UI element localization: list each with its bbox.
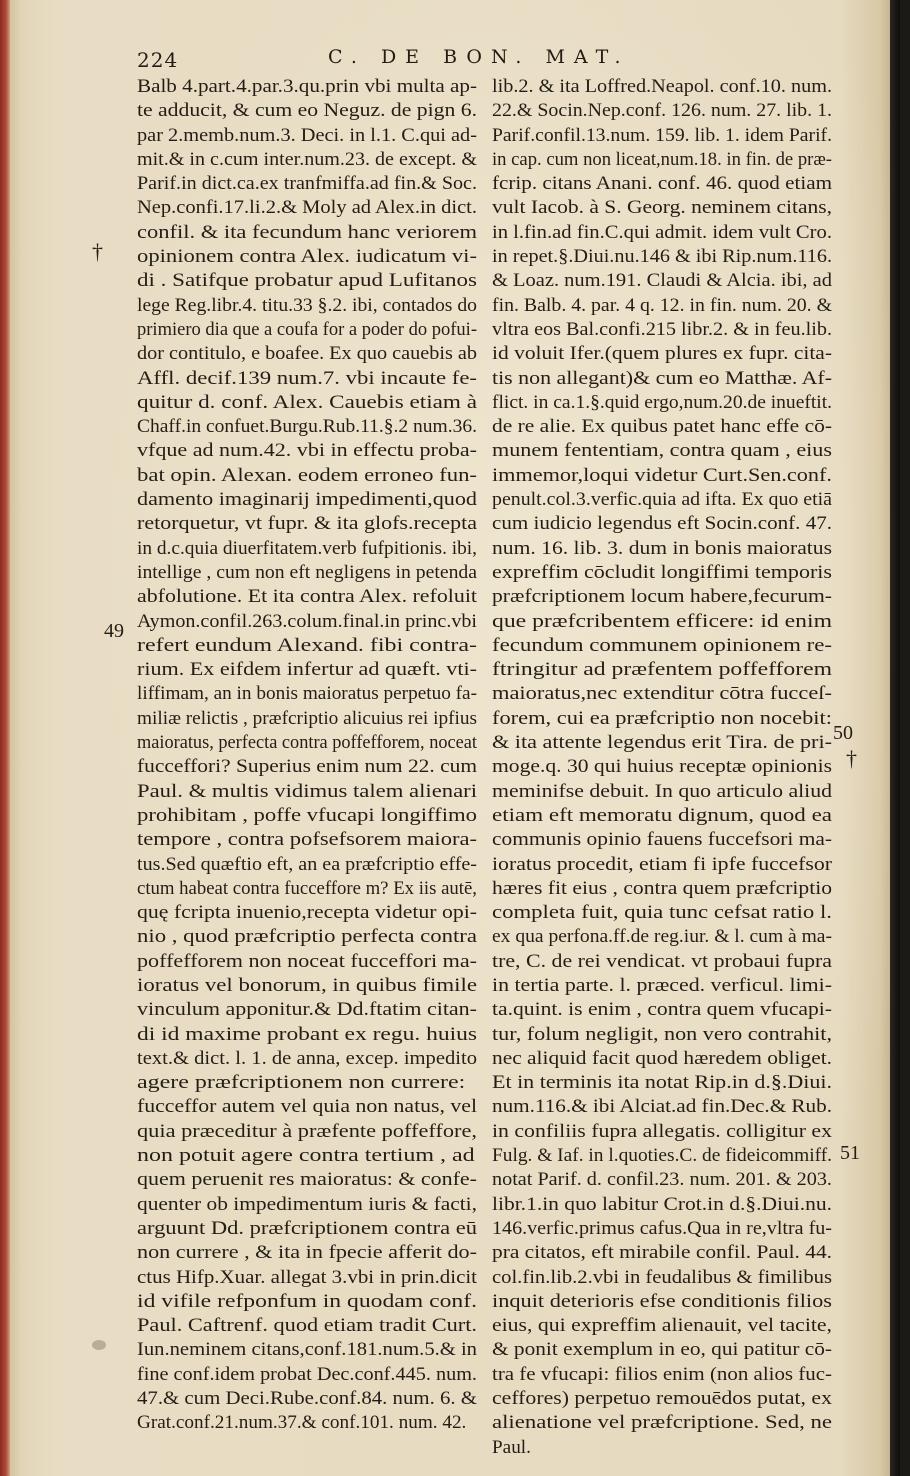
right-column-line: & Loaz. num.191. Claudi & Alcia. ibi, ad	[492, 270, 832, 292]
right-column-line: ftringitur ad præfentem poffefforem	[492, 659, 832, 681]
left-column-line: Paul. Caftrenf. quod etiam tradit Curt.	[137, 1315, 477, 1337]
right-column-line: notat Parif. d. confil.23. num. 201. & 203.	[492, 1169, 832, 1191]
left-column-line: intellige , cum non eft negligens in petenda	[137, 561, 477, 583]
left-column-line: Parif.in dict.ca.ex tranfmiffa.ad fin.& Soc.	[137, 173, 477, 195]
page-edge-right	[890, 0, 900, 1476]
right-column-line: ex qua perfona.ff.de reg.iur. & l. cum à ma-	[492, 926, 832, 948]
left-column-line: dor contitulo, e boafee. Ex quo cauebis ab	[137, 343, 477, 365]
right-column-line: flict. in ca.1.§.quid ergo,num.20.de inueftit.	[492, 391, 832, 413]
right-text-column	[492, 75, 832, 1460]
margin-dagger-right: †	[846, 746, 857, 771]
right-column-line: meminifse debuit. In quo articulo aliud	[492, 780, 832, 802]
left-column-line: bat opin. Alexan. eodem erroneo fun-	[137, 464, 477, 486]
left-column-line: refert eundum Alexand. fibi contra-	[137, 634, 477, 656]
right-column-line: alienatione vel præfcriptione. Sed, ne	[492, 1412, 832, 1434]
right-column-line: fecundum communem opinionem re-	[492, 634, 832, 656]
right-column-line: vltra eos Bal.confi.215 libr.2. & in feu.lib.	[492, 318, 832, 340]
right-column-line: ioratus procedit, etiam fi ipfe fuccefsor	[492, 853, 832, 875]
left-column-line: quitur d. conf. Alex. Cauebis etiam à	[137, 391, 477, 413]
left-column-line: ctus Hifp.Xuar. allegat 3.vbi in prin.dicit	[137, 1266, 477, 1288]
left-column-line: fucceffori? Superius enim num 22. cum	[137, 756, 477, 778]
right-column-line: tra fe vfucapi: filios enim (non alios fuc-	[492, 1363, 832, 1385]
left-column-line: agere præfcriptionem non currere:	[137, 1072, 466, 1094]
left-column-line: di . Satifque probatur apud Lufitanos	[137, 270, 477, 292]
left-column-line: fine conf.idem probat Dec.conf.445. num.	[137, 1363, 477, 1385]
left-column-line: arguunt Dd. præfcriptionem contra eū	[137, 1217, 477, 1239]
left-text-column	[137, 75, 477, 1436]
left-column-line: 47.& cum Deci.Rube.conf.84. num. 6. &	[137, 1388, 477, 1410]
left-column-line: maioratus, perfecta contra poffefforem, noceat	[137, 732, 477, 754]
left-column-line: damento imaginarij impedimenti,quod	[137, 489, 477, 511]
left-column-line: te adducit, & cum eo Neguz. de pign 6.	[137, 100, 477, 122]
right-column-line: tur, folum negligit, non vero contrahit,	[492, 1023, 832, 1045]
right-column-line: 146.verfic.primus cafus.Qua in re,vltra fu-	[492, 1217, 832, 1239]
right-column-line: ta.quint. is enim , contra quem vfucapi-	[492, 999, 832, 1021]
margin-dagger-left: †	[92, 239, 103, 264]
left-column-line: rium. Ex eifdem infertur ad quæft. vti-	[137, 659, 477, 681]
page-number: 224	[137, 48, 179, 72]
right-column-line: in tertia parte. l. præced. verficul. limi-	[492, 974, 832, 996]
right-column-line: Et in terminis ita notat Rip.in d.§.Diui.	[492, 1072, 832, 1094]
right-column-line: que præfcribentem efficere: id enim	[492, 610, 832, 632]
right-column-line: expreffim cōcludit longiffimi temporis	[492, 561, 832, 583]
right-column-line: immemor,loqui videtur Curt.Sen.conf.	[492, 464, 832, 486]
right-column-line: id voluit Ifer.(quem plures ex fupr. cita-	[492, 343, 832, 365]
left-column-line: quia præceditur à præfente poffeffore,	[137, 1120, 477, 1142]
right-column-line: completa fuit, quia tunc cefsat ratio l.	[492, 902, 832, 924]
left-column-line: non currere , & ita in fpecie afferit do-	[137, 1242, 477, 1264]
left-column-line: opinionem contra Alex. iudicatum vi-	[137, 246, 477, 268]
right-column-line: fin. Balb. 4. par. 4 q. 12. in fin. num. 20. &	[492, 294, 832, 316]
left-column-line: ctum habeat contra fucceffore m? Ex iis autē,	[137, 877, 477, 899]
left-column-line: text.& dict. l. 1. de anna, excep. impedito	[137, 1047, 477, 1069]
right-column-line: de re alie. Ex quibus patet hanc effe cō-	[492, 416, 832, 438]
left-column-line: in d.c.quia diuerfitatem.verb fufpitionis. ibi,	[137, 537, 477, 559]
right-column-line: fcrip. citans Anani. conf. 46. quod etiam	[492, 173, 832, 195]
right-column-line: maioratus,nec extenditur cōtra fucceſ-	[492, 683, 832, 705]
left-column-line: Affl. decif.139 num.7. vbi incaute fe-	[137, 367, 477, 389]
left-column-line: par 2.memb.num.3. Deci. in l.1. C.qui ad-	[137, 124, 477, 146]
right-column-line: pra citatos, eft mirabile confil. Paul. 44.	[492, 1242, 832, 1264]
left-column-line: Nep.confi.17.li.2.& Moly ad Alex.in dict.	[137, 197, 477, 219]
margin-number-49: 49	[104, 620, 124, 642]
left-column-line: ioratus vel bonorum, in quibus fimile	[137, 974, 477, 996]
left-column-line: non potuit agere contra tertium , ad	[137, 1145, 475, 1167]
left-column-line: abfolutione. Et ita contra Alex. refoluit	[137, 586, 477, 608]
left-column-line: Paul. & multis vidimus talem alienari	[137, 780, 477, 802]
right-column-line: Fulg. & Iaf. in l.quoties.C. de fideicommiff.	[492, 1145, 832, 1167]
left-column-line: Balb 4.part.4.par.3.qu.prin vbi multa ap-	[137, 76, 477, 97]
running-head	[0, 40, 900, 80]
left-column-line: retorquetur, vt fupr. & ita glofs.recepta	[137, 513, 477, 535]
margin-number-50: 50	[833, 722, 853, 744]
left-column-line: Aymon.confil.263.colum.final.in princ.vbi	[137, 610, 477, 632]
left-column-line: lege Reg.libr.4. titu.33 §.2. ibi, contados do	[137, 294, 477, 316]
right-column-line: nec aliquid facit quod hæredem obliget.	[492, 1047, 832, 1069]
right-column-line: Parif.confil.13.num. 159. lib. 1. idem Parif.	[492, 124, 832, 146]
left-column-line: nio , quod præfcriptio perfecta contra	[137, 926, 477, 948]
left-column-line: tempore , contra pofsefsorem maiora-	[137, 829, 477, 851]
right-column-line: penult.col.3.verfic.quia ad ifta. Ex quo etiā	[492, 489, 832, 511]
right-column-line: & ita attente legendus erit Tira. de pri-	[492, 732, 832, 754]
right-column-line: communis opinio fauens fuccefsori ma-	[492, 829, 832, 851]
left-column-line: primiero dia que a coufa for a poder do pofui-	[137, 318, 477, 340]
right-column-line: tre, C. de rei vendicat. vt probaui fupra	[492, 950, 832, 972]
left-column-line: tus.Sed quæftio eft, an ea præfcriptio effe-	[137, 853, 477, 875]
right-column-line: inquit deterioris efse conditionis filios	[492, 1290, 832, 1312]
left-column-line: id vifile refponfum in quodam conf.	[137, 1290, 477, 1312]
left-column-line: di id maxime probant ex regu. huius	[137, 1023, 477, 1045]
right-column-line: & ponit exemplum in eo, qui patitur cō-	[492, 1339, 832, 1361]
left-column-line: Chaff.in confuet.Burgu.Rub.11.§.2 num.36.	[137, 416, 477, 438]
right-column-line: in confiliis fupra allegatis. colligitur ex	[492, 1120, 832, 1142]
left-column-line: prohibitam , poffe vfucapi longiffimo	[137, 804, 477, 826]
right-column-line: 22.& Socin.Nep.conf. 126. num. 27. lib. 1.	[492, 100, 832, 122]
left-column-line: quę fcripta inuenio,recepta videtur opi-	[137, 902, 477, 924]
right-column-line: ceffores) perpetuo remouēdos putat, ex	[492, 1388, 832, 1410]
ink-smudge	[92, 1340, 106, 1350]
right-column-line: eius, qui expreffim alienauit, vel tacite,	[492, 1315, 832, 1337]
right-column-line: munem fententiam, contra quam , eius	[492, 440, 832, 462]
left-column-line: poffefforem non noceat fucceffori ma-	[137, 950, 477, 972]
right-column-line: libr.1.in quo labitur Crot.in d.§.Diui.nu.	[492, 1193, 832, 1215]
right-column-line: in cap. cum non liceat,num.18. in fin. de præ-	[492, 148, 832, 170]
right-column-line: num. 16. lib. 3. dum in bonis maioratus	[492, 537, 832, 559]
right-column-line: col.fin.lib.2.vbi in feudalibus & fimilibus	[492, 1266, 832, 1288]
left-column-line: confil. & ita fecundum hanc veriorem	[137, 221, 477, 243]
left-column-line: Iun.neminem citans,conf.181.num.5.& in	[137, 1339, 477, 1361]
left-column-line: Grat.conf.21.num.37.& conf.101. num. 42.	[137, 1412, 467, 1434]
right-column-line: forem, cui ea præfcriptio non nocebit:	[492, 707, 832, 729]
right-column-line: moge.q. 30 qui huius receptæ opinionis	[492, 756, 832, 778]
right-column-line: Paul.	[492, 1436, 531, 1458]
right-column-line: in repet.§.Diui.nu.146 & ibi Rip.num.116.	[492, 246, 832, 268]
left-column-line: vinculum apponitur.& Dd.ftatim citan-	[137, 999, 477, 1021]
right-column-line: cum iudicio legendus eft Socin.conf. 47.	[492, 513, 832, 535]
running-title: C. DE BON. MAT.	[328, 46, 630, 68]
left-column-line: quenter ob impedimentum iuris & facti,	[137, 1193, 477, 1215]
margin-number-51: 51	[840, 1142, 860, 1164]
page-edge-left	[0, 0, 10, 1476]
left-column-line: miliæ relictis , præfcriptio alicuius rei ipfius	[137, 707, 477, 729]
right-column-line: præfcriptionem locum habere,fecurum-	[492, 586, 832, 608]
left-column-line: mit.& in c.cum inter.num.23. de except. &	[137, 148, 477, 170]
right-column-line: hæres fit eius , contra quem præfcriptio	[492, 877, 832, 899]
right-column-line: in l.fin.ad fin.C.qui admit. idem vult Cro.	[492, 221, 832, 243]
right-column-line: num.116.& ibi Alciat.ad fin.Dec.& Rub.	[492, 1096, 832, 1118]
right-column-line: lib.2. & ita Loffred.Neapol. conf.10. num.	[492, 76, 832, 97]
left-column-line: quem peruenit res maioratus: & confe-	[137, 1169, 477, 1191]
left-column-line: liffimam, an in bonis maioratus perpetuo fa-	[137, 683, 477, 705]
right-column-line: vult Iacob. à S. Georg. neminem citans,	[492, 197, 832, 219]
left-column-line: fucceffor autem vel quia non natus, vel	[137, 1096, 477, 1118]
left-column-line: vfque ad num.42. vbi in effectu proba-	[137, 440, 477, 462]
right-column-line: tis non allegant)& cum eo Matthæ. Af-	[492, 367, 832, 389]
right-column-line: etiam eft memoratu dignum, quod ea	[492, 804, 832, 826]
